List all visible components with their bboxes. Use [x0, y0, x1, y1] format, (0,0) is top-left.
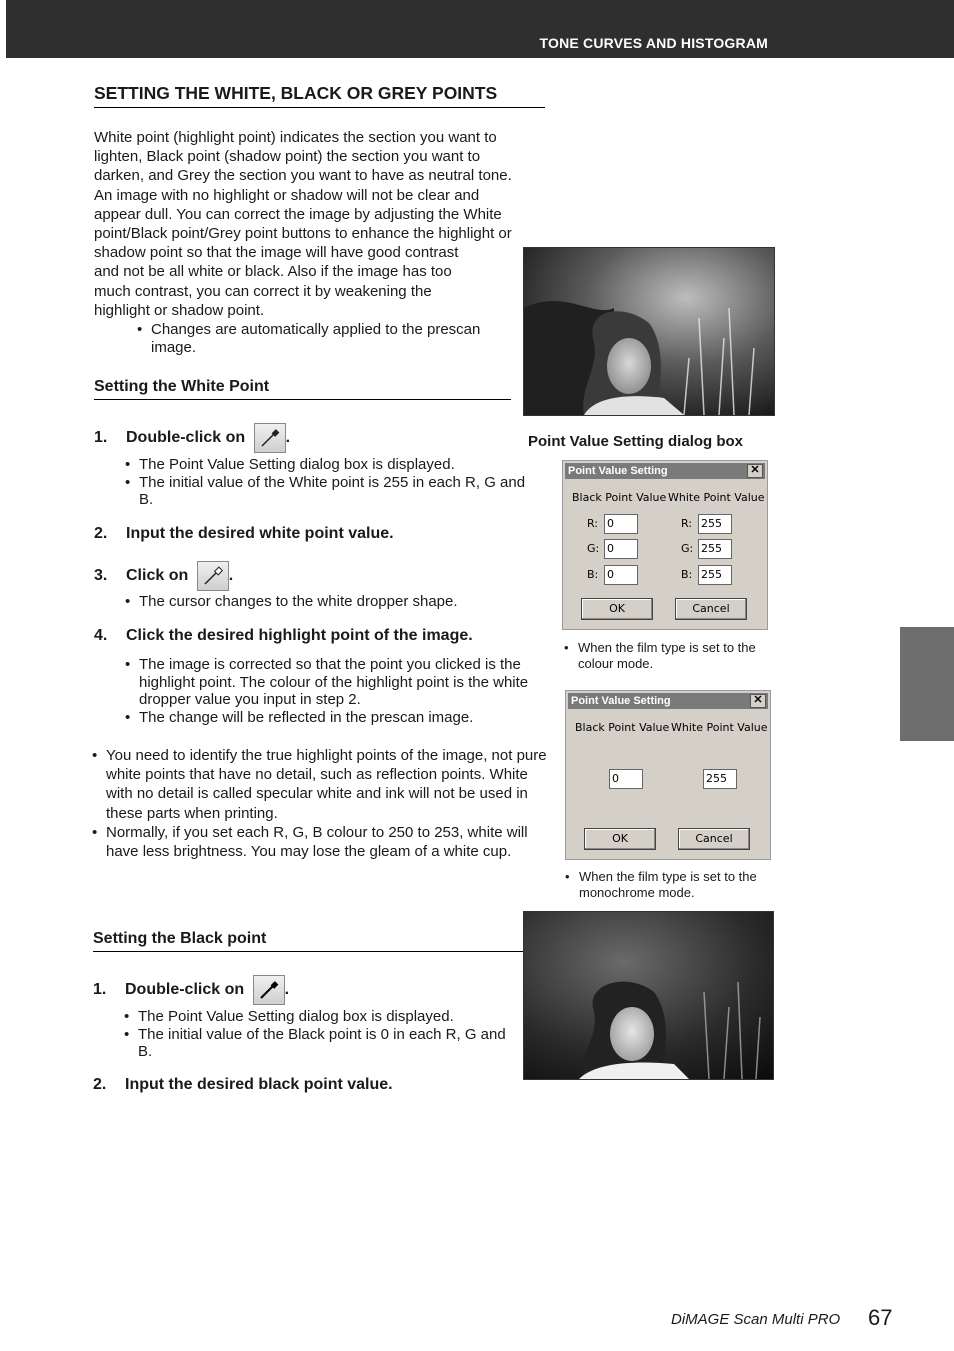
bullet: • The initial value of the White point is 255 in each R, G and B.	[125, 474, 535, 509]
side-tab	[900, 627, 954, 741]
intro-bullets	[137, 321, 512, 356]
note-bullet: • Normally, if you set each R, G, B colour to 250 to 253, white will have less brightness. You may lose the gleam of a white cup.	[92, 823, 548, 861]
dialog-titlebar	[565, 463, 765, 479]
close-icon[interactable]: ✕	[750, 694, 766, 708]
bullet: • The initial value of the Black point is 0 in each R, G and B.	[124, 1026, 519, 1061]
black-point-label: Black Point Value	[575, 721, 670, 734]
intro-bullet: • Changes are automatically applied to the prescan image.	[137, 321, 512, 356]
black-step-1: 1. Double-click on .	[93, 975, 289, 1005]
step-number: 2.	[93, 1076, 107, 1093]
step-text: Input the desired black point value.	[125, 1076, 393, 1093]
black-point-title: Setting the Black point	[93, 930, 267, 947]
step-number: 1.	[93, 981, 107, 999]
white-point-notes	[92, 746, 548, 861]
black-value-input[interactable]: 0	[609, 769, 643, 789]
step-number: 2.	[94, 525, 108, 542]
note-bullet: • When the film type is set to the monochrome mode.	[565, 869, 775, 901]
b-label: B:	[587, 568, 599, 581]
bullet: • The cursor changes to the white dropper shape.	[125, 593, 535, 611]
white-step-3: 3. Click on .	[94, 561, 233, 591]
close-icon[interactable]: ✕	[747, 464, 763, 478]
note-bullet: • You need to identify the true highlight points of the image, not pure white points that have no detail, such as reflection points. White with no detail is called specular white and ink will not be used in these parts when printing.	[92, 746, 548, 823]
white-point-label: White Point Value	[671, 721, 768, 734]
footer-product: DiMAGE Scan Multi PRO	[671, 1311, 841, 1328]
white-step-1-bullets	[125, 456, 535, 509]
colour-mode-note	[564, 640, 774, 672]
intro-line: White point (highlight point) indicates the section you want to	[94, 129, 497, 146]
white-dropper-button-2[interactable]	[197, 561, 229, 591]
section-title: SETTING THE WHITE, BLACK OR GREY POINTS	[94, 83, 498, 103]
black-step-2	[93, 1075, 393, 1095]
black-g-input[interactable]: 0	[604, 539, 638, 559]
intro-line: much contrast, you can correct it by weakening the	[94, 282, 432, 300]
prescan-photo-black	[523, 911, 774, 1080]
black-b-input[interactable]: 0	[604, 565, 638, 585]
r-label: R:	[681, 517, 693, 530]
intro-line: shadow point so that the image will have good contrast	[94, 244, 459, 262]
note-bullet: • When the film type is set to the colour mode.	[564, 640, 774, 672]
white-value-input[interactable]: 255	[703, 769, 737, 789]
mono-mode-note	[565, 869, 775, 901]
black-r-input[interactable]: 0	[604, 514, 638, 534]
white-dropper-button[interactable]	[254, 423, 286, 453]
intro-line: darken, and Grey the section you want to have as neutral tone.	[94, 167, 512, 185]
intro-line: appear dull. You can correct the image by adjusting the White	[94, 205, 502, 223]
intro-line: point/Black point/Grey point buttons to enhance the highlight or	[94, 225, 512, 243]
r-label: R:	[587, 517, 599, 530]
intro-line: highlight or shadow point.	[94, 301, 265, 319]
white-step-4-bullets	[125, 656, 545, 726]
white-dropper-icon	[259, 427, 281, 449]
b-label: B:	[681, 568, 693, 581]
bullet: • The image is corrected so that the point you clicked is the highlight point. The colour of the highlight point is the white dropper value you input in step 2.	[125, 656, 545, 709]
intro-paragraph	[94, 128, 512, 320]
black-point-rule	[93, 951, 523, 952]
step-number: 1.	[94, 429, 108, 447]
intro-line: lighten, Black point (shadow point) the section you want to	[94, 148, 481, 166]
page-number: 67	[868, 1305, 893, 1330]
white-step-1: 1. Double-click on .	[94, 423, 290, 453]
dialog-titlebar	[568, 693, 768, 709]
white-step-2	[94, 524, 394, 544]
cancel-button[interactable]: Cancel	[678, 828, 750, 850]
white-dropper-icon	[202, 565, 224, 587]
white-step-4	[94, 626, 473, 646]
white-b-input[interactable]: 255	[698, 565, 732, 585]
black-dropper-button[interactable]	[253, 975, 285, 1005]
step-text: Click on	[126, 567, 189, 585]
white-r-input[interactable]: 255	[698, 514, 732, 534]
point-value-dialog-mono	[565, 690, 771, 860]
ok-button[interactable]: OK	[581, 598, 653, 620]
white-point-title: Setting the White Point	[94, 378, 270, 395]
cancel-button[interactable]: Cancel	[675, 598, 747, 620]
ok-button[interactable]: OK	[584, 828, 656, 850]
step-text: Double-click on	[125, 981, 245, 999]
bullet: • The change will be reflected in the prescan image.	[125, 709, 545, 727]
white-point-rule	[94, 399, 511, 400]
g-label: G:	[587, 542, 600, 555]
black-dropper-icon	[258, 979, 280, 1001]
step-number: 4.	[94, 627, 108, 644]
step-number: 3.	[94, 567, 108, 585]
g-label: G:	[681, 542, 694, 555]
dialog-title: Point Value Setting	[571, 695, 671, 707]
black-point-label: Black Point Value	[572, 491, 667, 504]
dialog-title: Point Value Setting	[568, 465, 668, 477]
black-step-1-bullets	[124, 1008, 519, 1061]
white-g-input[interactable]: 255	[698, 539, 732, 559]
prescan-photo-white	[523, 247, 775, 416]
header-title: TONE CURVES AND HISTOGRAM	[539, 35, 768, 51]
step-text: Input the desired white point value.	[126, 525, 394, 542]
bullet: • The Point Value Setting dialog box is displayed.	[124, 1008, 519, 1026]
bullet: • The Point Value Setting dialog box is displayed.	[125, 456, 535, 474]
white-step-3-bullets	[125, 593, 535, 611]
white-point-label: White Point Value	[668, 491, 765, 504]
section-rule	[94, 107, 545, 108]
step-text: Double-click on	[126, 429, 246, 447]
dialog-caption: Point Value Setting dialog box	[528, 433, 744, 450]
header-bar	[6, 0, 954, 58]
step-text: Click the desired highlight point of the image.	[126, 627, 473, 644]
intro-line: An image with no highlight or shadow will not be clear and	[94, 186, 480, 204]
point-value-dialog-colour	[562, 460, 768, 630]
intro-line: and not be all white or black. Also if the image has too	[94, 263, 452, 281]
